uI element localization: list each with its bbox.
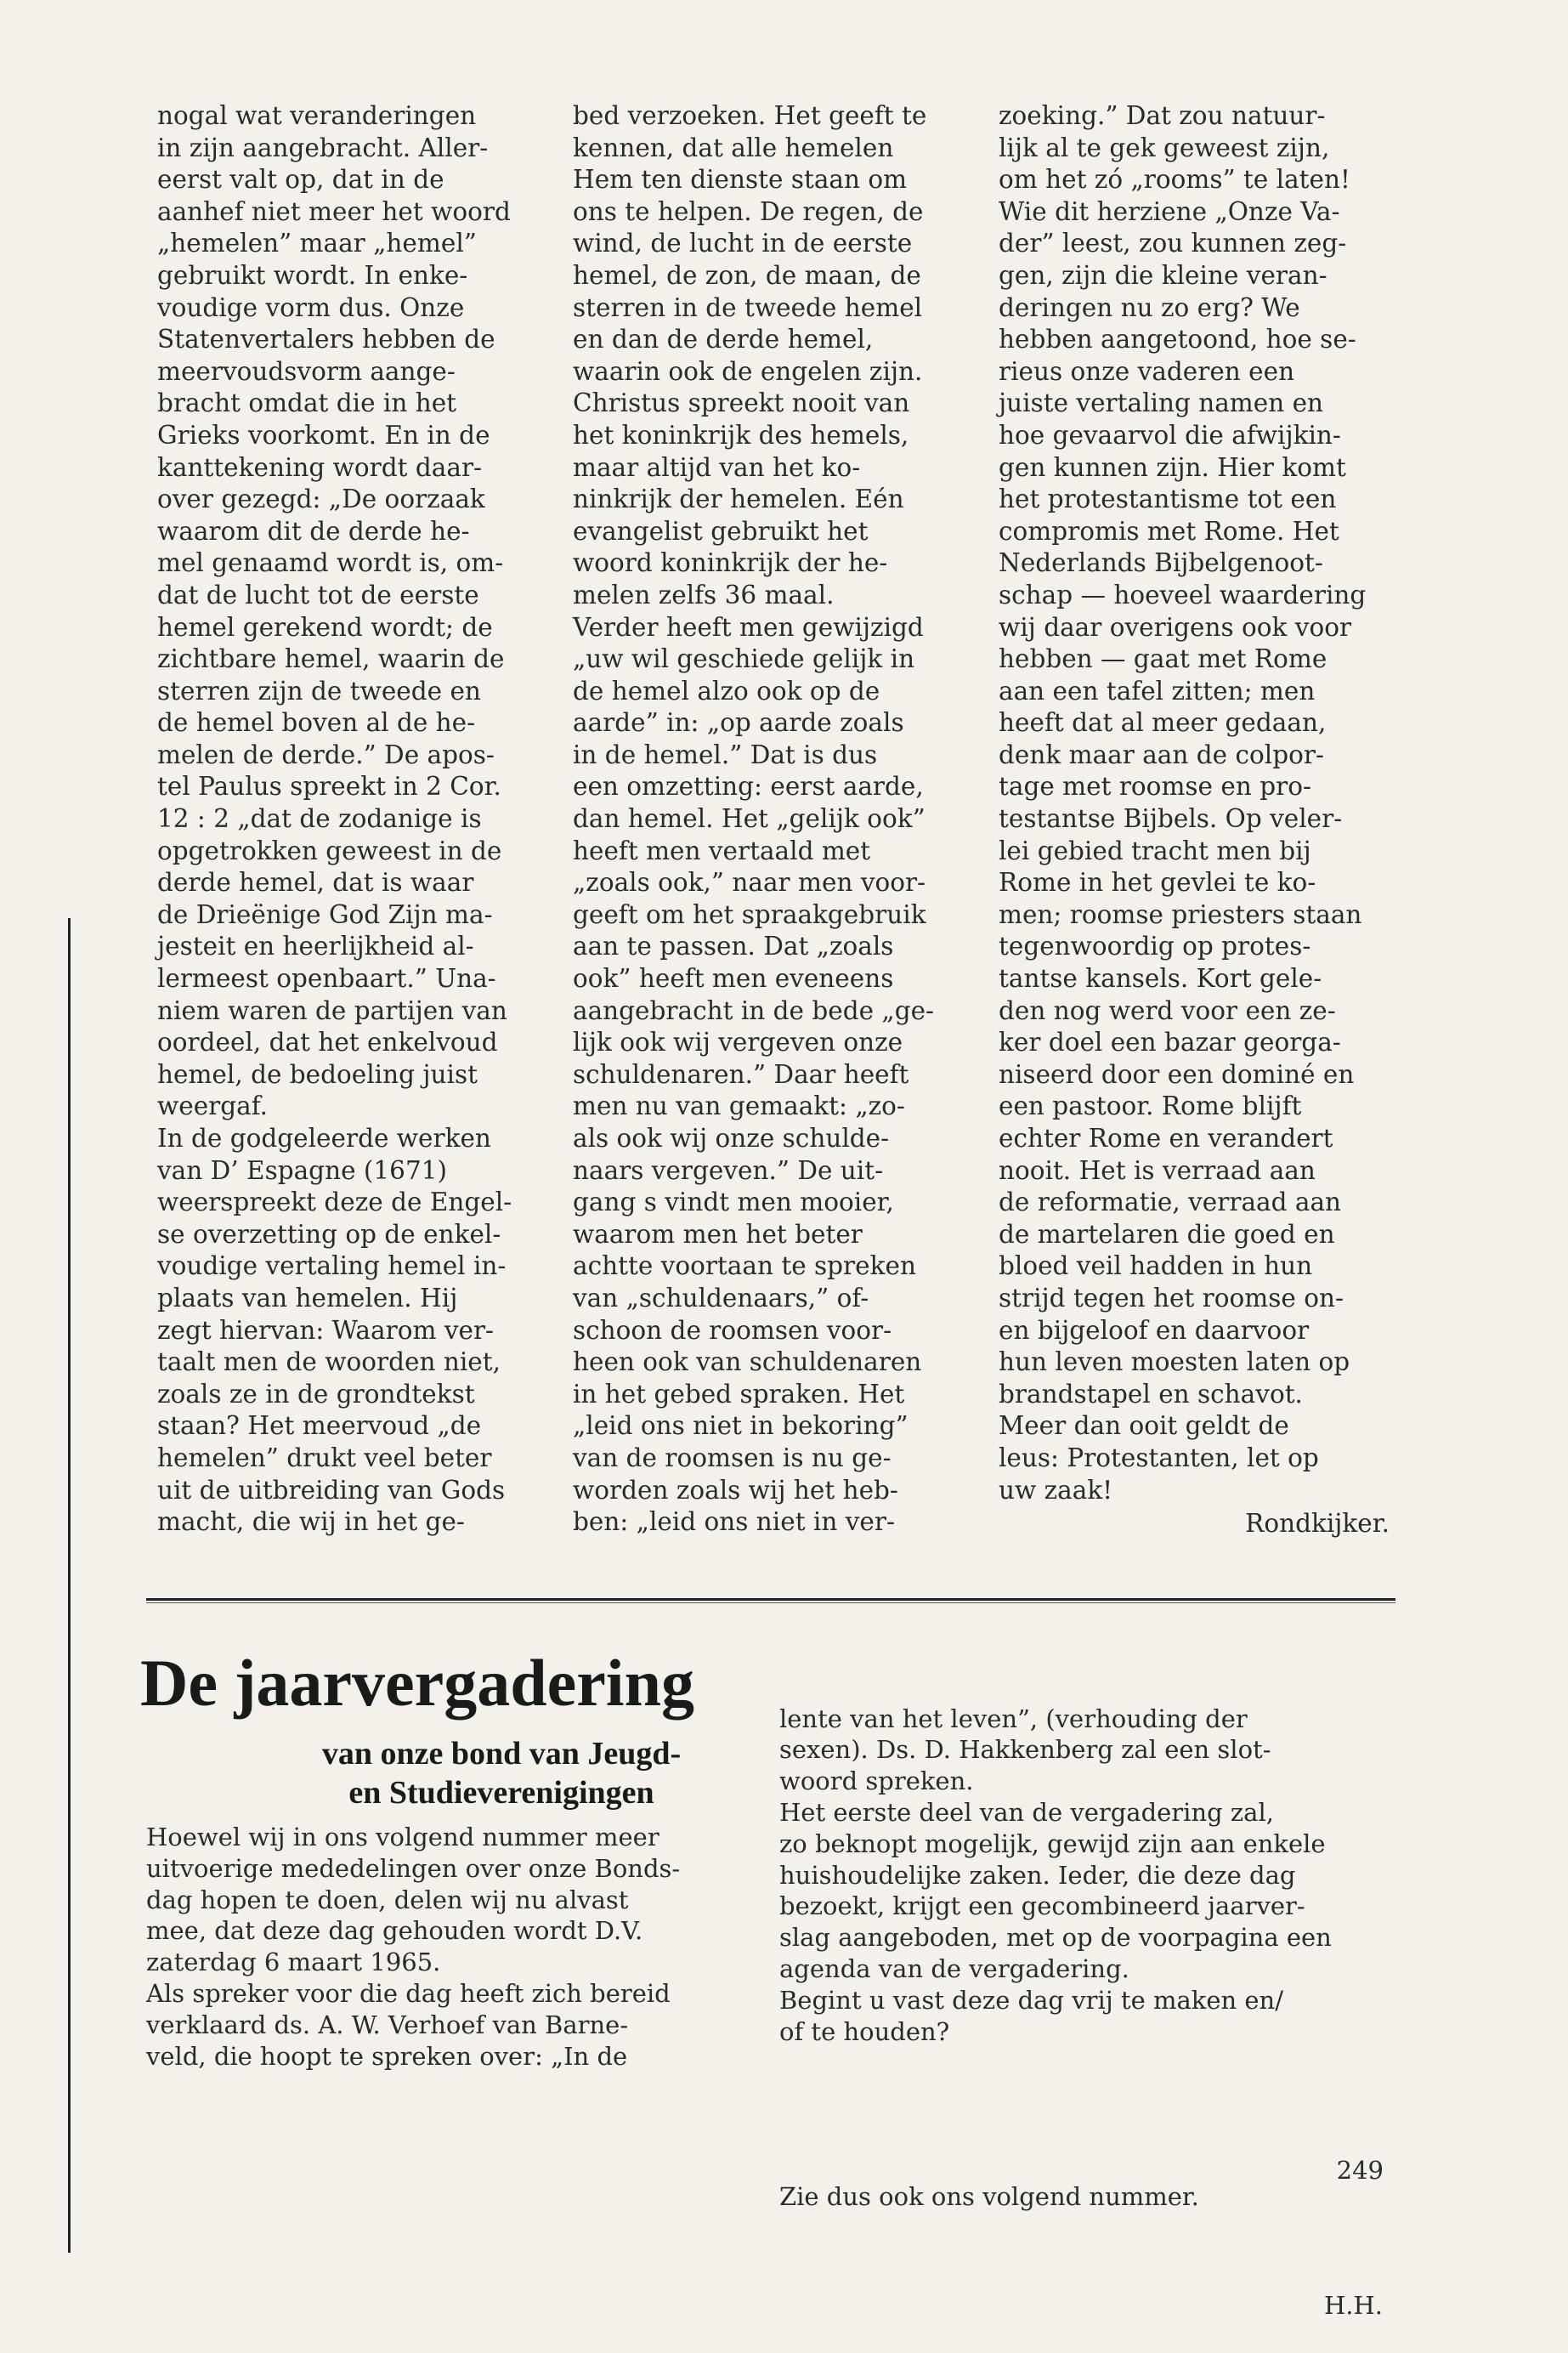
- article2-headline: De jaarvergadering: [140, 1646, 694, 1720]
- article2-right-column: [779, 1641, 1383, 2353]
- page-binding-edge: [68, 918, 71, 2253]
- article2-closing: Zie dus ook ons volgend nummer.: [779, 2181, 1199, 2211]
- article1-column-3: zoeking.” Dat zou natuur- lijk al te gek geweest zijn, om het zó „rooms” te laten! Wie dit herziene „Onze Va- der” leest, zou kunnen zeg- gen, zijn die kleine veran- deringen nu zo erg? We hebben aangetoond, hoe se- rieus onze vaderen een juiste vertaling namen en hoe gevaarvol die afwijkin- gen kunnen zijn. Hier komt het protestantisme tot een compromis met Rome. Het Nederlands Bijbelgenoot- schap — hoeveel waardering wij daar overigens ook voor hebben — gaat met Rome aan een tafel zitten; men heeft dat al meer gedaan, denk maar aan de colpor- tage met roomse en pro- testantse Bijbels. Op veler- lei gebied tracht men bij Rome in het gevlei te ko- men; roomse priesters staan tegenwoordig op protes- tantse kansels. Kort gele- den nog werd voor een ze- ker doel een bazar georga- niseerd door een dominé en een pastoor. Rome blijft echter Rome en verandert nooit. Het is verraad aan de reformatie, verraad aan de martelaren die goed en bloed veil hadden in hun strijd tegen het roomse on- en bijgeloof en daarvoor hun leven moesten laten op brandstapel en schavot. Meer dan ooit geldt de leus: Protestanten, let op uw zaak!: [999, 101, 1367, 1505]
- article2-subheadline: van onze bond van Jeugd- en Studieverenigingen: [321, 1736, 682, 1811]
- article1-signature: Rondkijker.: [1245, 1509, 1390, 1539]
- article1-column-1: nogal wat veranderingen in zijn aangebracht. Aller- eerst valt op, dat in de aanhef niet meer het woord „hemelen” maar „hemel” gebruikt wordt. In enke- voudige vorm dus. Onze Statenvertalers hebben de meervoudsvorm aange- bracht omdat die in het Grieks voorkomt. En in de kanttekening wordt daar- over gezegd: „De oorzaak waarom dit de derde he- mel genaamd wordt is, om- dat de lucht tot de eerste hemel gerekend wordt; de zichtbare hemel, waarin de sterren zijn de tweede en de hemel boven al de he- melen de derde.” De apos- tel Paulus spreekt in 2 Cor. 12 : 2 „dat de zodanige is opgetrokken geweest in de derde hemel, dat is waar de Drieënige God Zijn ma- jesteit en heerlijkheid al- lermeest openbaart.” Una- niem waren de partijen van oordeel, dat het enkelvoud hemel, de bedoeling juist weergaf. In de godgeleerde werken van D’ Espagne (1671) weerspreekt deze de Engel- se overzetting op de enkel- voudige vertaling hemel in- plaats van hemelen. Hij zegt hiervan: Waarom ver- taalt men de woorden niet, zoals ze in de grondtekst staan? Het meervoud „de hemelen” drukt veel beter uit de uitbreiding van Gods macht, die wij in het ge-: [157, 101, 512, 1537]
- article1-column-2: bed verzoeken. Het geeft te kennen, dat alle hemelen Hem ten dienste staan om ons te helpen. De regen, de wind, de lucht in de eerste hemel, de zon, de maan, de sterren in de tweede hemel en dan de derde hemel, waarin ook de engelen zijn. Christus spreekt nooit van het koninkrijk des hemels, maar altijd van het ko- ninkrijk der hemelen. Eén evangelist gebruikt het woord koninkrijk der he- melen zelfs 36 maal. Verder heeft men gewijzigd „uw wil geschiede gelijk in de hemel alzo ook op de aarde” in: „op aarde zoals in de hemel.” Dat is dus een omzetting: eerst aarde, dan hemel. Het „gelijk ook” heeft men vertaald met „zoals ook,” naar men voor- geeft om het spraakgebruik aan te passen. Dat „zoals ook” heeft men eveneens aangebracht in de bede „ge- lijk ook wij vergeven onze schuldenaren.” Daar heeft men nu van gemaakt: „zo- als ook wij onze schulde- naars vergeven.” De uit- gang s vindt men mooier, waarom men het beter achtte voortaan te spreken van „schuldenaars,” of- schoon de roomsen voor- heen ook van schuldenaren in het gebed spraken. Het „leid ons niet in bekoring” van de roomsen is nu ge- worden zoals wij het heb- ben: „leid ons niet in ver-: [573, 101, 935, 1537]
- article2-left-column: Hoewel wij in ons volgend nummer meer uitvoerige mededelingen over onze Bonds- dag hopen te doen, delen wij nu alvast mee, dat deze dag gehouden wordt D.V. zaterdag 6 maart 1965. Als spreker voor die dag heeft zich bereid verklaard ds. A. W. Verhoef van Barne- veld, die hoopt te spreken over: „In de: [146, 1823, 681, 2071]
- article2-right-text: lente van het leven”, (verhouding der sexen). Ds. D. Hakkenberg zal een slot- woord spreken. Het eerste deel van de vergadering zal, zo beknopt mogelijk, gewijd zijn aan enkele huishoudelijke zaken. Ieder, die deze dag bezoekt, krijgt een gecombineerd jaarver- slag aangeboden, met op de voorpagina een agenda van de vergadering. Begint u vast deze dag vrij te maken en/ of te houden?: [779, 1704, 1332, 2046]
- paragraph-gap: [779, 2110, 1383, 2118]
- section-divider: [146, 1598, 1395, 1601]
- page-number: 249: [1336, 2156, 1384, 2185]
- article1-column-3-wrapper: [999, 100, 1390, 1540]
- section-divider-thin: [146, 1602, 1395, 1603]
- article2-signature: H.H.: [1323, 2290, 1383, 2320]
